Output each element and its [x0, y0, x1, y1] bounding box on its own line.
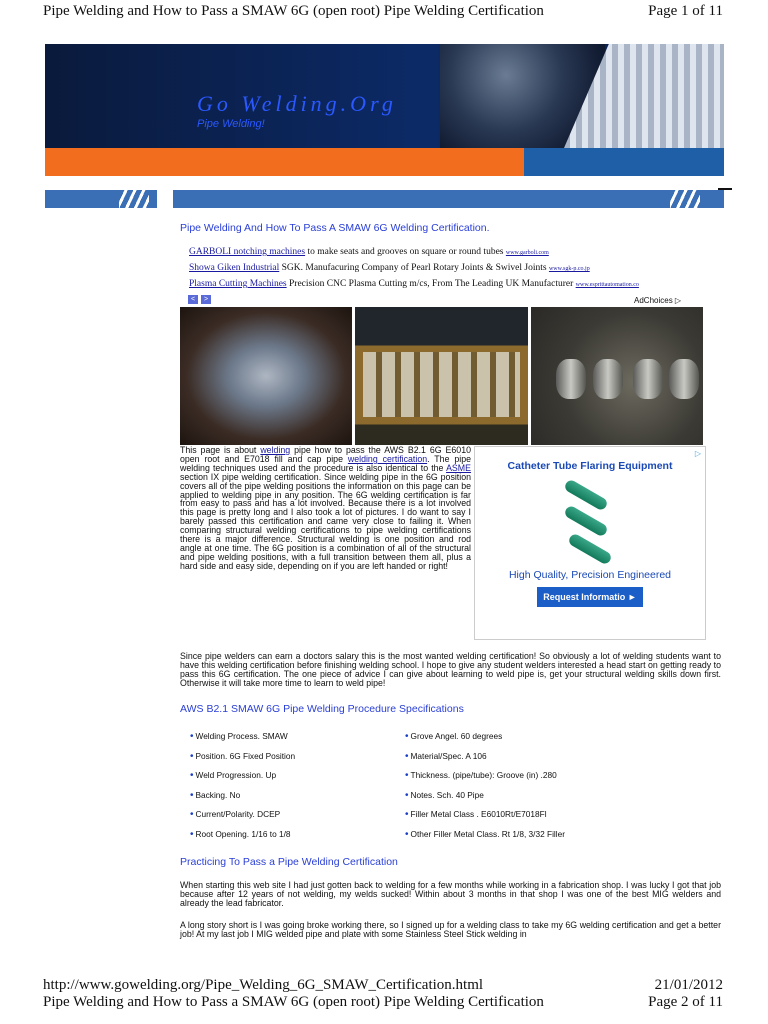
print-footer-url: http://www.gowelding.org/Pipe_Welding_6G_SMAW_Certification.html: [43, 977, 484, 993]
bent-coupons-photo: [531, 307, 703, 445]
ad-info-icon[interactable]: ▷: [694, 449, 701, 458]
page-title: Pipe Welding And How To Pass A SMAW 6G Welding Certification.: [180, 222, 490, 234]
welding-link[interactable]: welding: [260, 445, 291, 455]
adchoices-label[interactable]: AdChoices ▷: [634, 296, 682, 305]
ad-text: SGK. Manufacuring Company of Pearl Rotary Joints & Swivel Joints: [279, 263, 549, 273]
ad-url[interactable]: www.garboli.com: [505, 250, 549, 256]
intro-paragraph: [180, 446, 471, 571]
site-banner: [45, 44, 724, 176]
side-advertisement[interactable]: [474, 446, 706, 640]
ad-next-button[interactable]: >: [201, 295, 211, 304]
nav-bar-right: [173, 190, 724, 208]
test-coupons-photo: [355, 307, 528, 445]
intro-text: This page is about: [180, 445, 261, 455]
intro-text: pipe how to pass the AWS B2.1 6G E6010 open root and E7018 fill and cap pipe: [180, 445, 471, 464]
practicing-heading: Practicing To Pass a Pipe Welding Certification: [180, 856, 398, 868]
nav-bar-stripes-right: [670, 190, 700, 208]
ad-link-row: [189, 263, 639, 279]
spec-item: • Notes. Sch. 40 Pipe: [405, 790, 484, 801]
welding-certification-link[interactable]: welding certification: [347, 453, 428, 464]
spec-item: • Position. 6G Fixed Position: [190, 751, 295, 762]
paragraph-long-story: A long story short is I was going broke working there, so I signed up for a welding class to take my 6G welding certification and get a better job! At my last job I MIG welded pipe and plate with some Stainless Steel Stick welding in: [180, 920, 721, 939]
ad-text: to make seats and grooves on square or round tubes: [305, 247, 506, 257]
ad-nav: [188, 295, 211, 304]
request-info-button[interactable]: Request Informatio ►: [537, 587, 643, 607]
spec-item: • Grove Angel. 60 degrees: [405, 731, 502, 742]
pipe-weld-photo: [180, 307, 352, 445]
spec-item: • Other Filler Metal Class. Rt 1/8, 3/32 Filler: [405, 829, 565, 840]
spec-item: • Thickness. (pipe/tube): Groove (in) .280: [405, 770, 557, 781]
coupon: [593, 359, 623, 399]
site-title[interactable]: Go Welding.Org: [197, 91, 397, 116]
specs-heading: AWS B2.1 SMAW 6G Pipe Welding Procedure Specifications: [180, 703, 464, 715]
coupon-bars: [363, 352, 520, 417]
intro-text: . The pipe welding techniques used and the procedure is also identical to the: [180, 453, 471, 473]
ad-links: [189, 247, 639, 295]
print-footer-line1: [43, 977, 723, 994]
ad-link-plasma[interactable]: Plasma Cutting Machines: [189, 279, 287, 289]
coupon: [633, 359, 663, 399]
intro-text: section IX pipe welding certification. Since welding pipe in the 6G position covers all of the pipe welding positions the information on this page can be applied to welding pipe in any position. The 6G welding certification is far from easy to pass and has a lot involved. Because there is a lot involved this page is pretty long and I also took a lot of pictures. I do want to say I barely passed this certification and came very close to failing it. When comparing structural welding certifications to pipe welding certifications there is a major difference. Structural welding is one position and rod angle at one time. The 6G position is a combination of all of the structural and pipe welding positions, with a full transition between them all, plus a hard side and easy side, depending on if you are left handed or right!: [180, 471, 471, 571]
coupon: [669, 359, 699, 399]
spec-item: • Current/Polarity. DCEP: [190, 809, 280, 820]
banner-blue-strip: [524, 148, 724, 176]
spec-item: • Weld Progression. Up: [190, 770, 276, 781]
spec-item: • Filler Metal Class . E6010Rt/E7018Fl: [405, 809, 547, 820]
side-ad-title[interactable]: Catheter Tube Flaring Equipment: [507, 460, 673, 472]
tube-image: [567, 532, 613, 565]
print-header-title: Pipe Welding and How to Pass a SMAW 6G (open root) Pipe Welding Certification: [43, 2, 544, 19]
spec-item: • Material/Spec. A 106: [405, 751, 487, 762]
paragraph-starting: When starting this web site I had just gotten back to welding for a few months while working in a fabrication shop. I was lucky I got that job because after 12 years of not welding, my welds sucked! Within about 3 months in that shop I was one of the best MIG welders and already the lead fabricator.: [180, 880, 721, 908]
photo-strip: [180, 307, 703, 445]
ad-link-row: [189, 247, 639, 263]
ad-url[interactable]: www.sgk-p.co.jp: [548, 266, 590, 272]
print-header: [43, 0, 723, 22]
print-footer-title: Pipe Welding and How to Pass a SMAW 6G (open root) Pipe Welding Certification: [43, 994, 544, 1010]
ad-link-showa[interactable]: Showa Giken Industrial: [189, 263, 280, 273]
print-header-page: Page 1 of 11: [648, 2, 723, 19]
ad-url[interactable]: www.esprittautomation.co: [575, 282, 639, 288]
ad-text: Precision CNC Plasma Cutting m/cs, From The Leading UK Manufacturer: [286, 279, 576, 289]
nav-bar: [45, 190, 724, 208]
spec-item: • Root Opening. 1/16 to 1/8: [190, 829, 291, 840]
ad-link-row: [189, 279, 639, 295]
print-footer-line2: [43, 994, 723, 1011]
spec-item: • Backing. No: [190, 790, 240, 801]
site-subtitle: Pipe Welding!: [197, 118, 265, 130]
ad-prev-button[interactable]: <: [188, 295, 198, 304]
paragraph-salary: Since pipe welders can earn a doctors salary this is the most wanted welding certification! So obviously a lot of welding students want to have this welding certification before finishing welding school. I hope to give any student welders interested a head start on getting ready to pass this 6G certification. The one piece of advice I can give about learning to weld pipe is, get your structural welding skills down first. Otherwise it will take more time to learn to weld pipe!: [180, 651, 721, 688]
print-footer-page: Page 2 of 11: [648, 994, 723, 1010]
asme-link[interactable]: ASME: [446, 462, 471, 473]
coupon: [556, 359, 586, 399]
nav-bar-marker: [718, 188, 732, 190]
print-footer-date: 21/01/2012: [654, 977, 723, 993]
nav-bar-stripes-left: [119, 190, 149, 208]
ad-link-garboli[interactable]: GARBOLI notching machines: [189, 247, 306, 257]
spec-item: • Welding Process. SMAW: [190, 731, 288, 742]
side-ad-subtitle: High Quality, Precision Engineered: [508, 569, 672, 581]
